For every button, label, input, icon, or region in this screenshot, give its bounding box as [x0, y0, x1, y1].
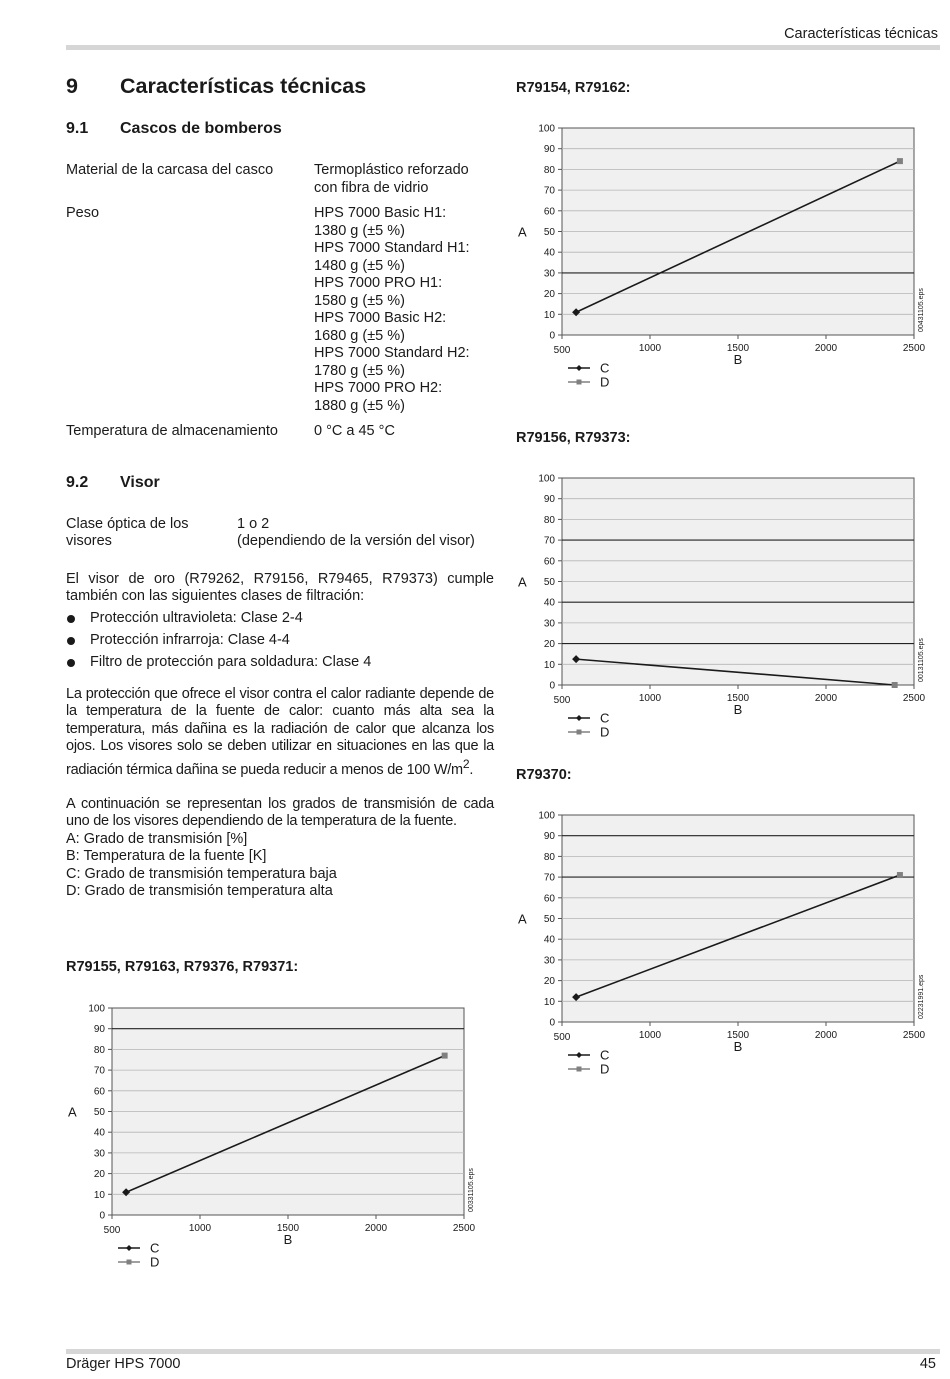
- spec-value-line: 1380 g (±5 %): [314, 222, 405, 239]
- series-d-point: [897, 872, 903, 878]
- series-d-point: [442, 1053, 448, 1059]
- left-column: [66, 74, 494, 901]
- spec-key: Peso: [66, 205, 100, 221]
- x-tick-label: 1500: [726, 343, 750, 354]
- visor-class-row: [66, 516, 494, 551]
- spec-key: Temperatura de almacenamiento: [66, 423, 278, 439]
- list-item-text: Protección infrarroja: Clase 4-4: [90, 631, 290, 648]
- y-axis-label: A: [518, 224, 527, 240]
- x-tick-label: 500: [553, 695, 571, 706]
- spec-key: Material de la carcasa del casco: [66, 162, 274, 178]
- y-tick-label: 30: [543, 955, 555, 967]
- x-tick-label: 2500: [902, 1030, 926, 1041]
- y-tick-label: 30: [543, 618, 555, 630]
- y-tick-label: 100: [538, 810, 555, 822]
- y-tick-label: 80: [543, 514, 555, 526]
- section-number: 9: [66, 74, 78, 98]
- visor-class-key: [66, 516, 237, 551]
- y-tick-label: 20: [93, 1169, 105, 1181]
- gold-visor-intro: El visor de oro (R79262, R79156, R79465, R79373) cumple también con las siguientes clases de filtración:: [66, 570, 494, 604]
- y-tick-label: 90: [543, 144, 555, 156]
- list-item-text: Protección ultravioleta: Clase 2-4: [90, 609, 303, 626]
- legend-d-marker: [577, 380, 582, 385]
- legend-line-a: A: Grado de transmisión [%]: [66, 830, 248, 847]
- spec-row-storage-temp: [66, 423, 494, 449]
- list-item: [66, 632, 494, 650]
- legend-c-label: C: [600, 1047, 610, 1063]
- filter-class-list: [66, 610, 494, 672]
- y-tick-label: 60: [93, 1086, 105, 1098]
- legend-line-c: C: Grado de transmisión temperatura baja: [66, 865, 337, 882]
- spec-value-line: HPS 7000 PRO H2:: [314, 380, 443, 396]
- series-d-point: [897, 158, 903, 164]
- axis-legend-explanation: [66, 796, 494, 901]
- spec-value-line: Termoplástico reforzado: [314, 162, 469, 178]
- x-axis-label: B: [733, 352, 743, 367]
- x-tick-label: 2000: [814, 693, 838, 704]
- legend-c-marker: [576, 1052, 582, 1058]
- legend-c-marker: [126, 1245, 132, 1251]
- spec-value: [314, 162, 494, 205]
- list-item-text: Filtro de protección para soldadura: Clase 4: [90, 654, 372, 671]
- heat-superscript: 2: [462, 756, 470, 771]
- y-tick-label: 70: [93, 1065, 105, 1077]
- y-tick-label: 40: [93, 1127, 105, 1139]
- section-title: Características técnicas: [120, 74, 367, 98]
- spec-value: [314, 423, 494, 449]
- chart-caption: R79154, R79162:: [516, 80, 631, 96]
- y-tick-label: 50: [543, 577, 555, 588]
- spec-value-line: HPS 7000 Standard H2:: [314, 345, 470, 361]
- y-tick-label: 0: [549, 680, 555, 692]
- y-tick-label: 80: [543, 164, 555, 176]
- spec-row-material: [66, 162, 494, 205]
- y-tick-label: 30: [543, 268, 555, 280]
- legend-d-label: D: [150, 1254, 160, 1270]
- heat-text-end: .: [469, 761, 474, 778]
- chart-r79156: [512, 462, 942, 752]
- y-tick-label: 20: [543, 289, 555, 301]
- y-axis-label: A: [68, 1104, 77, 1120]
- x-tick-label: 1000: [638, 693, 662, 704]
- x-tick-label: 1000: [188, 1223, 212, 1234]
- y-tick-label: 90: [93, 1024, 105, 1036]
- y-tick-label: 20: [543, 639, 555, 651]
- legend-line-b: B: Temperatura de la fuente [K]: [66, 848, 267, 865]
- spec-value-line: 1480 g (±5 %): [314, 257, 405, 274]
- y-tick-label: 30: [93, 1148, 105, 1160]
- y-tick-label: 60: [543, 206, 555, 218]
- visor-class-value: [237, 516, 494, 551]
- x-axis-label: B: [733, 1039, 743, 1054]
- file-id-label: 00131105.eps: [918, 638, 925, 682]
- legend-d-marker: [577, 730, 582, 735]
- legend-line-d: D: Grado de transmisión temperatura alta: [66, 883, 333, 900]
- header-rule: [66, 45, 940, 50]
- visor-class-value-line: (dependiendo de la versión del visor): [237, 533, 475, 549]
- visor-class-value-line: 1 o 2: [237, 515, 270, 532]
- legend-c-label: C: [600, 360, 610, 376]
- y-tick-label: 10: [93, 1189, 105, 1201]
- file-id-label: 00431105.eps: [918, 288, 925, 332]
- heat-protection-paragraph: [66, 686, 494, 779]
- y-tick-label: 80: [93, 1044, 105, 1056]
- legend-c-marker: [576, 715, 582, 721]
- x-tick-label: 500: [553, 1032, 571, 1043]
- legend-d-label: D: [600, 374, 610, 390]
- legend-d-label: D: [600, 1061, 610, 1077]
- chart-caption: R79155, R79163, R79376, R79371:: [66, 959, 299, 975]
- y-axis-label: A: [518, 911, 527, 927]
- chart-caption: R79370:: [516, 767, 572, 783]
- y-tick-label: 60: [543, 893, 555, 905]
- chart-r79154: [512, 112, 942, 402]
- helmet-spec-table: [66, 162, 494, 449]
- spec-value-line: HPS 7000 Basic H2:: [314, 310, 447, 326]
- y-tick-label: 50: [543, 914, 555, 925]
- spec-value-line: 1780 g (±5 %): [314, 362, 405, 379]
- chart-caption: R79156, R79373:: [516, 430, 631, 446]
- spec-value-line: HPS 7000 Standard H1:: [314, 240, 470, 256]
- legend-d-label: D: [600, 724, 610, 740]
- list-item: [66, 654, 494, 672]
- list-item: [66, 610, 494, 628]
- y-tick-label: 50: [543, 227, 555, 238]
- y-tick-label: 70: [543, 185, 555, 197]
- x-tick-label: 500: [553, 345, 571, 356]
- file-id-label: 02231991.eps: [918, 974, 925, 1019]
- legend-c-marker: [576, 365, 582, 371]
- x-tick-label: 1500: [276, 1223, 300, 1234]
- legend-c-label: C: [150, 1240, 160, 1256]
- chart-r79155: [62, 992, 492, 1282]
- spec-value-line: 1580 g (±5 %): [314, 292, 405, 309]
- bullet-icon: [67, 659, 75, 667]
- y-axis-label: A: [518, 574, 527, 590]
- spec-row-weight: [66, 205, 494, 423]
- legend-d-marker: [127, 1260, 132, 1265]
- subsection-heading-visor: [66, 474, 494, 492]
- x-tick-label: 1500: [726, 693, 750, 704]
- footer-rule: [66, 1349, 940, 1354]
- subsection-title: Cascos de bomberos: [120, 120, 282, 137]
- x-axis-label: B: [733, 702, 743, 717]
- x-tick-label: 2500: [902, 343, 926, 354]
- legend-c-label: C: [600, 710, 610, 726]
- x-tick-label: 2500: [902, 693, 926, 704]
- subsection-number: 9.1: [66, 120, 89, 137]
- y-tick-label: 50: [93, 1107, 105, 1118]
- y-tick-label: 0: [549, 330, 555, 342]
- chart-svg: [512, 799, 942, 1089]
- subsection-title: Visor: [120, 473, 160, 491]
- page-number: 45: [919, 1356, 936, 1372]
- x-tick-label: 2500: [452, 1223, 476, 1234]
- legend-intro: A continuación se representan los grados de transmisión de cada uno de los visores dependiendo de la temperatura de la fuente.: [66, 795, 494, 830]
- y-tick-label: 80: [543, 851, 555, 863]
- legend-d-marker: [577, 1067, 582, 1072]
- bullet-icon: [67, 615, 75, 623]
- running-header: Características técnicas: [784, 26, 938, 42]
- spec-value-line: 1880 g (±5 %): [314, 397, 405, 414]
- series-d-point: [892, 682, 898, 688]
- spec-value-line: con fibra de vidrio: [314, 179, 429, 196]
- x-tick-label: 500: [103, 1225, 121, 1236]
- y-tick-label: 0: [549, 1017, 555, 1029]
- visor-class-table: [66, 516, 494, 551]
- chart-svg: [512, 462, 942, 752]
- spec-value-line: 1680 g (±5 %): [314, 327, 405, 344]
- x-tick-label: 2000: [814, 1030, 838, 1041]
- spec-value-line: HPS 7000 Basic H1:: [314, 205, 447, 221]
- y-tick-label: 100: [538, 123, 555, 135]
- subsection-number: 9.2: [66, 473, 89, 491]
- x-tick-label: 1500: [726, 1030, 750, 1041]
- visor-class-key-line: Clase óptica de los: [66, 515, 189, 532]
- y-tick-label: 70: [543, 535, 555, 547]
- y-tick-label: 90: [543, 494, 555, 506]
- y-tick-label: 40: [543, 247, 555, 259]
- y-tick-label: 40: [543, 934, 555, 946]
- y-tick-label: 100: [88, 1003, 105, 1015]
- spec-value-line: 0 °C a 45 °C: [314, 423, 395, 439]
- chart-svg: [512, 112, 942, 402]
- y-tick-label: 70: [543, 872, 555, 884]
- x-axis-label: B: [283, 1232, 293, 1247]
- y-tick-label: 90: [543, 831, 555, 843]
- file-id-label: 00331105.eps: [468, 1168, 475, 1212]
- x-tick-label: 2000: [814, 343, 838, 354]
- y-tick-label: 20: [543, 976, 555, 988]
- y-tick-label: 40: [543, 597, 555, 609]
- section-heading: [66, 74, 494, 99]
- subsection-heading-helmets: [66, 120, 494, 138]
- chart-svg: [62, 992, 492, 1282]
- visor-class-key-line: visores: [66, 533, 112, 549]
- heat-text: La protección que ofrece el visor contra el calor radiante depende de la temperatura de la fuente de calor: cuanto más alta sea la temperatura, más dañina es la radiación de calor que alcanza los ojos. Los visores solo se deben utilizar en situaciones en las que la radiación térmica dañina se pueda reducir a menos de 100 W/m: [66, 685, 494, 778]
- footer-product: Dräger HPS 7000: [66, 1356, 181, 1372]
- y-tick-label: 100: [538, 473, 555, 485]
- spec-value: [314, 205, 494, 423]
- x-tick-label: 2000: [364, 1223, 388, 1234]
- chart-r79370: [512, 799, 942, 1089]
- y-tick-label: 10: [543, 309, 555, 321]
- x-tick-label: 1000: [638, 343, 662, 354]
- x-tick-label: 1000: [638, 1030, 662, 1041]
- spec-value-line: HPS 7000 PRO H1:: [314, 275, 443, 291]
- y-tick-label: 60: [543, 556, 555, 568]
- bullet-icon: [67, 637, 75, 645]
- y-tick-label: 10: [543, 659, 555, 671]
- y-tick-label: 10: [543, 996, 555, 1008]
- y-tick-label: 0: [99, 1210, 105, 1222]
